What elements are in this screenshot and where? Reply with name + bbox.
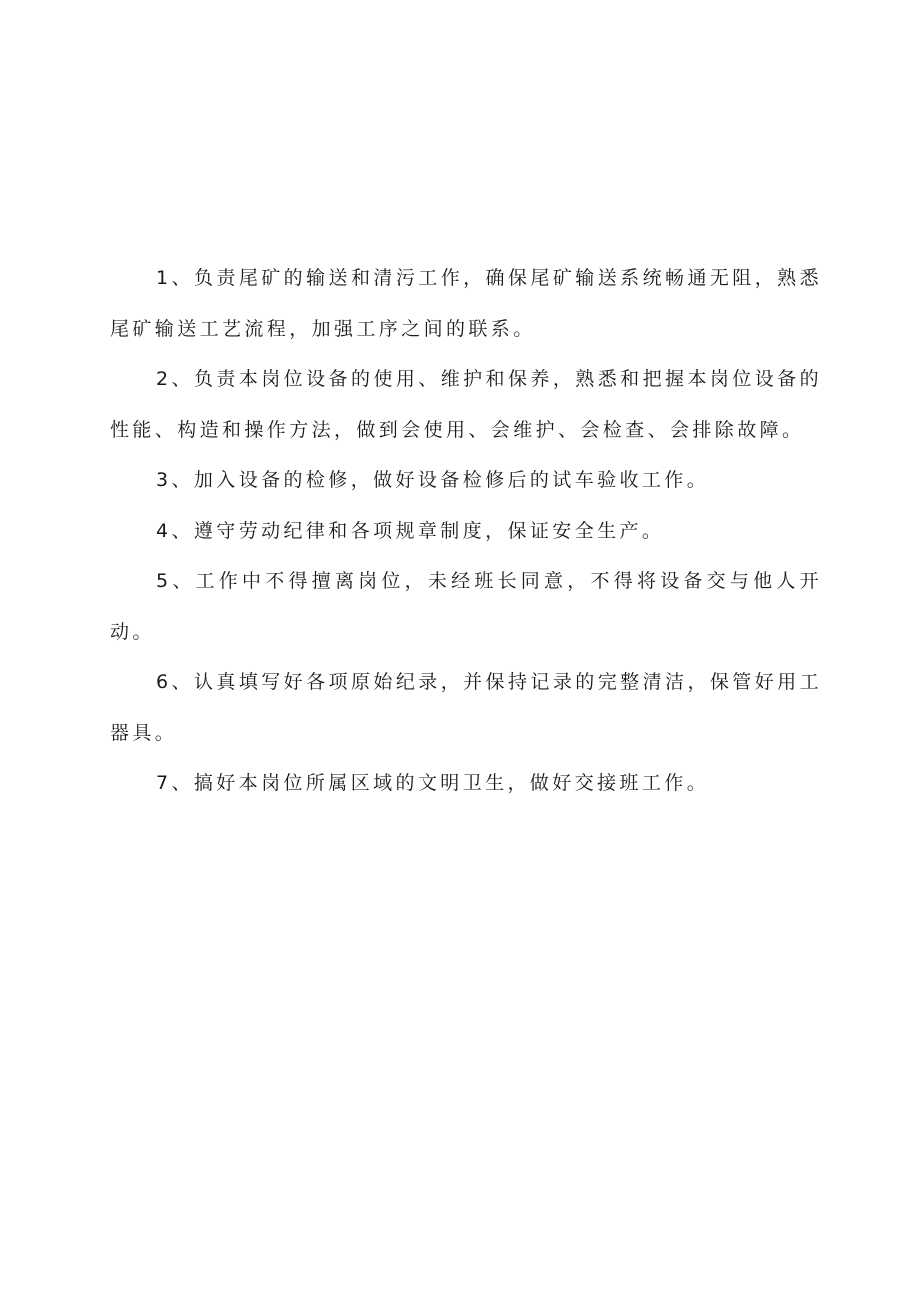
duty-item-6: 6、认真填写好各项原始纪录，并保持记录的完整清洁，保管好用工器具。 — [110, 671, 822, 744]
duty-item-5: 5、工作中不得擅离岗位，未经班长同意，不得将设备交与他人开动。 — [110, 570, 822, 643]
duty-item-4: 4、遵守劳动纪律和各项规章制度，保证安全生产。 — [156, 519, 665, 542]
duty-item-3: 3、加入设备的检修，做好设备检修后的试车验收工作。 — [156, 469, 710, 491]
duty-list — [110, 253, 822, 809]
duty-item-7: 7、搞好本岗位所属区域的文明卫生，做好交接班工作。 — [156, 772, 710, 794]
duty-item-1: 1、负责尾矿的输送和清污工作，确保尾矿输送系统畅通无阻，熟悉尾矿输送工艺流程，加强工序之间的联系。 — [110, 267, 822, 340]
duty-item-2: 2、负责本岗位设备的使用、维护和保养，熟悉和把握本岗位设备的性能、构造和操作方法，做到会使用、会维护、会检查、会排除故障。 — [110, 368, 822, 441]
